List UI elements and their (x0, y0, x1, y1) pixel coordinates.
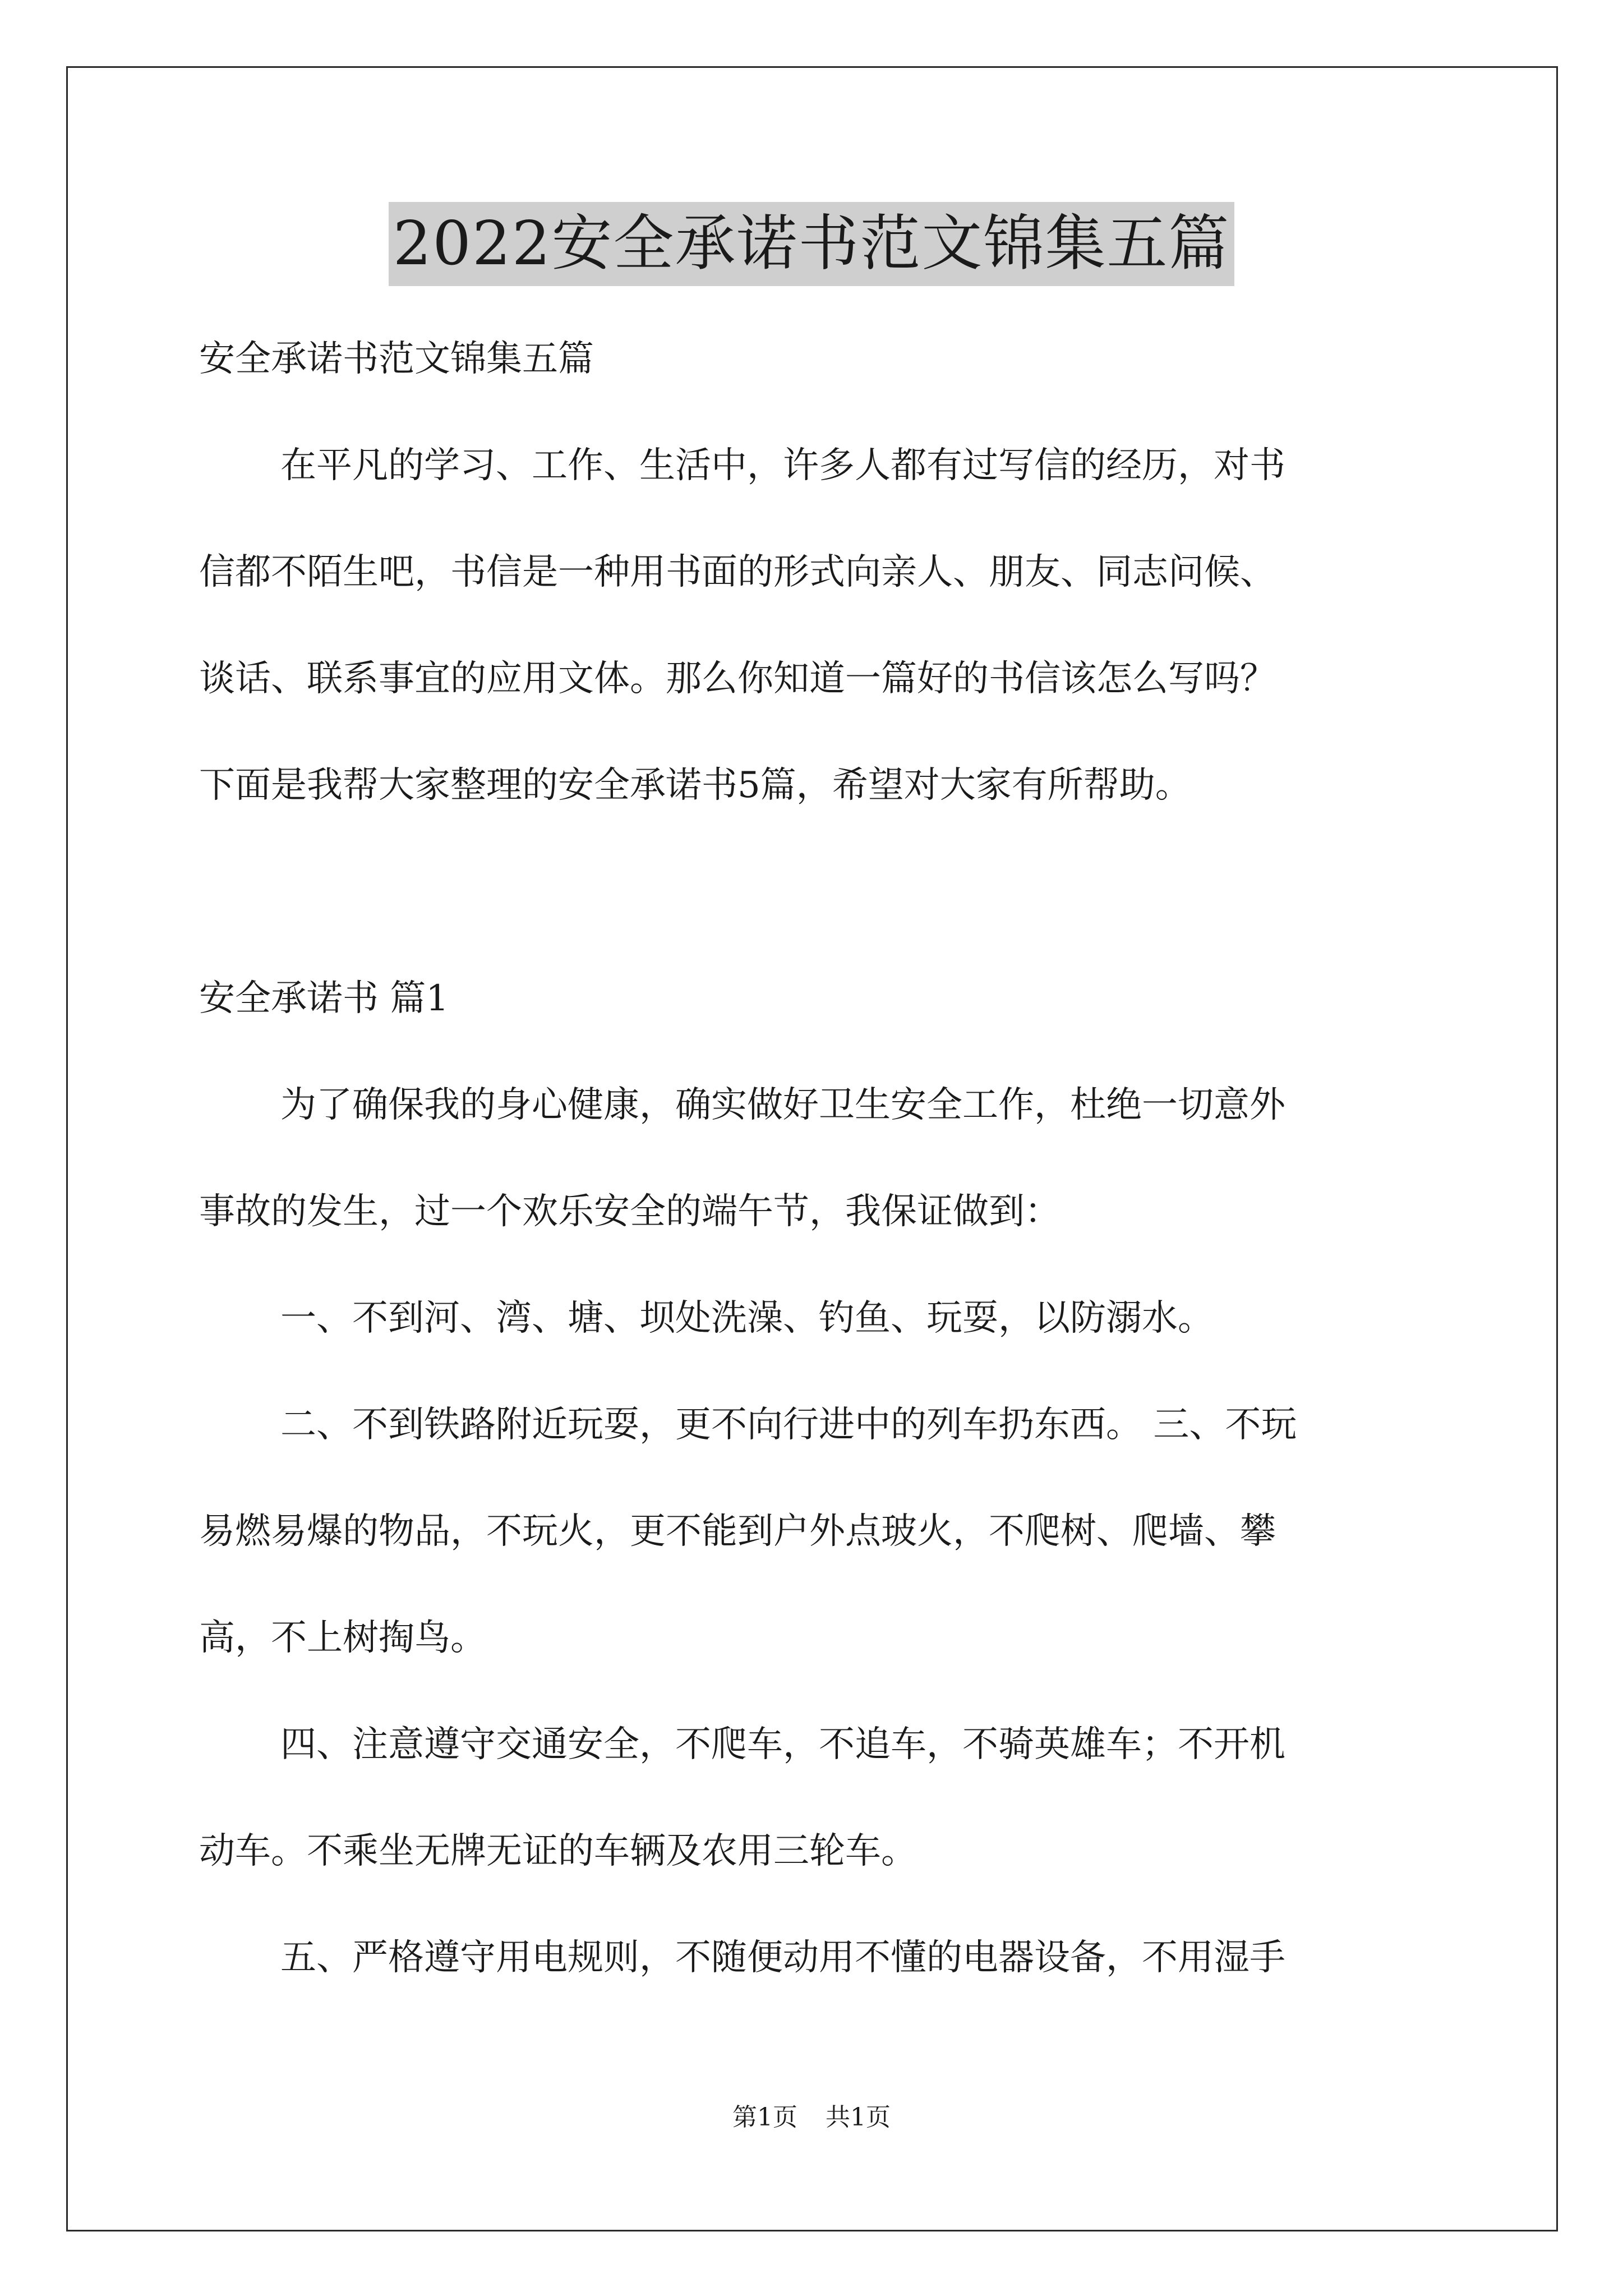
body-line: 四、注意遵守交通安全，不爬车，不追车，不骑英雄车；不开机 (280, 1724, 1285, 1765)
paragraph-gap (199, 839, 1438, 945)
page-footer (0, 2101, 1623, 2134)
body-line: 二、不到铁路附近玩耍，更不向行进中的列车扔东西。 三、不玩 (280, 1404, 1297, 1446)
section-heading: 安全承诺书 篇1 (199, 978, 449, 1019)
body-line: 事故的发生，过一个欢乐安全的端午节，我保证做到： (199, 1191, 1061, 1232)
body-line: 为了确保我的身心健康，确实做好卫生安全工作，杜绝一切意外 (280, 1084, 1285, 1126)
intro-line: 下面是我帮大家整理的安全承诺书5篇，希望对大家有所帮助。 (199, 765, 1191, 806)
subtitle: 安全承诺书范文锦集五篇 (199, 338, 594, 380)
body-line: 易燃易爆的物品，不玩火，更不能到户外点玻火，不爬树、爬墙、攀 (199, 1511, 1276, 1552)
document-title: 2022安全承诺书范文锦集五篇 (389, 202, 1235, 286)
body-line: 五、严格遵守用电规则，不随便动用不懂的电器设备，不用湿手 (280, 1937, 1285, 1978)
body-line: 高，不上树掏鸟。 (199, 1617, 486, 1659)
title-container (0, 202, 1623, 286)
intro-line: 信都不陌生吧，书信是一种用书面的形式向亲人、朋友、同志问候、 (199, 551, 1276, 593)
intro-line: 谈话、联系事宜的应用文体。那么你知道一篇好的书信该怎么写吗？ (199, 658, 1276, 700)
document-body (199, 306, 1438, 2011)
page-total: 共1页 (826, 2103, 891, 2132)
intro-line: 在平凡的学习、工作、生活中，许多人都有过写信的经历，对书 (280, 445, 1285, 486)
body-line: 动车。不乘坐无牌无证的车辆及农用三轮车。 (199, 1830, 917, 1872)
body-line: 一、不到河、湾、塘、坝处洗澡、钓鱼、玩耍，以防溺水。 (280, 1297, 1214, 1339)
page-number: 第1页 (732, 2103, 797, 2132)
